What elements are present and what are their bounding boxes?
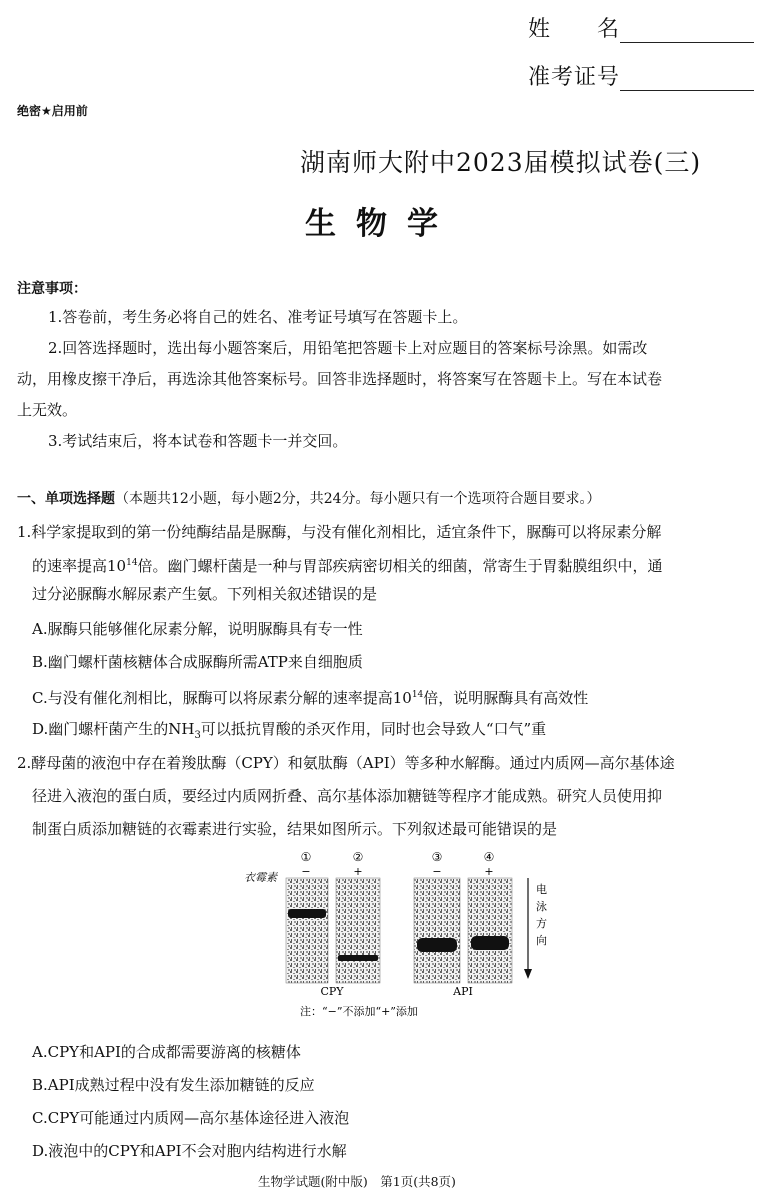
q2-option-c[interactable]: C.CPY可能通过内质网—高尔基体途径进入液泡	[32, 1109, 350, 1127]
lane-sign-2: +	[353, 865, 363, 878]
q1-option-d[interactable]	[32, 714, 546, 751]
lane-sign-4: +	[484, 865, 494, 878]
gel-band-lane-2	[338, 955, 378, 961]
notice-item-1: 1.答卷前，考生务必将自己的姓名、准考证号填写在答题卡上。	[48, 308, 468, 326]
gel-band-lane-3	[417, 938, 457, 952]
q1-option-c[interactable]	[32, 680, 588, 714]
q1-option-d-subscript: 3	[194, 730, 201, 741]
arrow-head-icon	[524, 969, 532, 979]
tunicamycin-label: 衣霉素	[244, 871, 277, 884]
q1-option-d-end: 可以抵抗胃酸的杀灭作用，同时也会导致人“口气”重	[200, 720, 547, 738]
lane-number-3: ③	[431, 850, 443, 864]
q1-option-c-start: C.与没有催化剂相比，脲酶可以将尿素分解的速率提高10	[32, 689, 412, 707]
lane-number-4: ④	[483, 850, 495, 864]
notice-heading: 注意事项：	[17, 281, 87, 297]
direction-label-char: 泳	[536, 900, 547, 913]
q1-stem-line-2-start: 的速率提高10	[32, 557, 127, 575]
q2-option-d[interactable]: D.液泡中的CPY和API不会对胞内结构进行水解	[32, 1142, 347, 1160]
q1-stem-line-2	[32, 548, 663, 582]
gel-lane-1	[286, 878, 328, 983]
q1-stem-line-2-end: 倍。幽门螺杆菌是一种与胃部疾病密切相关的细菌，常寄生于胃黏膜组织中，通	[137, 557, 663, 575]
subject-title: 生物学	[305, 206, 458, 242]
exam-number-label: 准考证号	[528, 65, 621, 90]
figure-note: 注：“−”不添加“+”添加	[300, 1005, 418, 1018]
q2-stem-line-1: 2.酵母菌的液泡中存在着羧肽酶（CPY）和氨肽酶（API）等多种水解酶。通过内质网—高尔基体途	[17, 754, 675, 772]
electrophoresis-figure	[230, 845, 560, 1020]
gel-lane-2	[336, 878, 380, 983]
name-blank[interactable]	[620, 16, 754, 43]
gel-band-lane-4	[471, 936, 509, 950]
q1-option-c-end: 倍，说明脲酶具有高效性	[423, 689, 589, 707]
exam-number-field	[528, 60, 754, 91]
direction-label-char: 向	[536, 934, 547, 947]
group-label-api: API	[453, 985, 473, 998]
notice-item-2-line-3: 上无效。	[17, 401, 78, 419]
name-field	[528, 12, 754, 43]
confidential-mark: 绝密★启用前	[17, 104, 88, 118]
gel-band-lane-1	[288, 909, 326, 918]
direction-label-char: 电	[536, 883, 547, 896]
q2-stem-line-3: 制蛋白质添加糖链的衣霉素进行实验，结果如图所示。下列叙述最可能错误的是	[32, 820, 558, 838]
q1-stem-line-1: 1.科学家提取到的第一份纯酶结晶是脲酶，与没有催化剂相比，适宜条件下，脲酶可以将尿素分解	[17, 523, 662, 541]
lane-sign-1: −	[301, 865, 311, 878]
q1-exponent: 14	[126, 558, 138, 568]
lane-number-2: ②	[352, 850, 364, 864]
section-description: （本题共12小题，每小题2分，共24分。每小题只有一个选项符合题目要求。）	[115, 491, 601, 507]
direction-label-char: 方	[536, 917, 547, 930]
notice-item-3: 3.考试结束后，将本试卷和答题卡一并交回。	[48, 432, 348, 450]
q1-option-d-start: D.幽门螺杆菌产生的NH	[32, 720, 195, 738]
q2-option-a[interactable]: A.CPY和API的合成都需要游离的核糖体	[32, 1043, 301, 1061]
name-label: 姓 名	[528, 17, 621, 42]
q1-stem-line-3: 过分泌脲酶水解尿素产生氨。下列相关叙述错误的是	[32, 585, 378, 603]
q2-option-b[interactable]: B.API成熟过程中没有发生添加糖链的反应	[32, 1076, 315, 1094]
exam-number-blank[interactable]	[620, 64, 754, 91]
q1-option-c-exponent: 14	[411, 690, 424, 700]
q1-option-a[interactable]: A.脲酶只能够催化尿素分解，说明脲酶具有专一性	[32, 620, 363, 638]
direction-label-text	[536, 882, 547, 947]
exam-title: 湖南师大附中2023届模拟试卷(三)	[300, 148, 702, 177]
gel-lane-4	[468, 878, 512, 983]
notice-item-2-line-1: 2.回答选择题时，选出每小题答案后，用铅笔把答题卡上对应题目的答案标号涂黑。如需改	[48, 339, 648, 357]
q2-stem-line-2: 径进入液泡的蛋白质，要经过内质网折叠、高尔基体添加糖链等程序才能成熟。研究人员使用抑	[32, 787, 663, 805]
page-footer: 生物学试题(附中版) 第1页(共8页)	[258, 1174, 456, 1189]
q1-option-b[interactable]: B.幽门螺杆菌核糖体合成脲酶所需ATP来自细胞质	[32, 653, 363, 671]
lane-sign-3: −	[432, 865, 442, 878]
group-label-cpy: CPY	[320, 985, 344, 998]
notice-item-2-line-2: 动，用橡皮擦干净后，再选涂其他答案标号。回答非选择题时，将答案写在答题卡上。写在本试卷	[17, 370, 663, 388]
lane-number-1: ①	[300, 850, 312, 864]
section-header	[17, 488, 601, 508]
gel-lane-3	[414, 878, 460, 983]
section-title: 一、单项选择题	[17, 491, 115, 507]
direction-label	[536, 882, 547, 947]
